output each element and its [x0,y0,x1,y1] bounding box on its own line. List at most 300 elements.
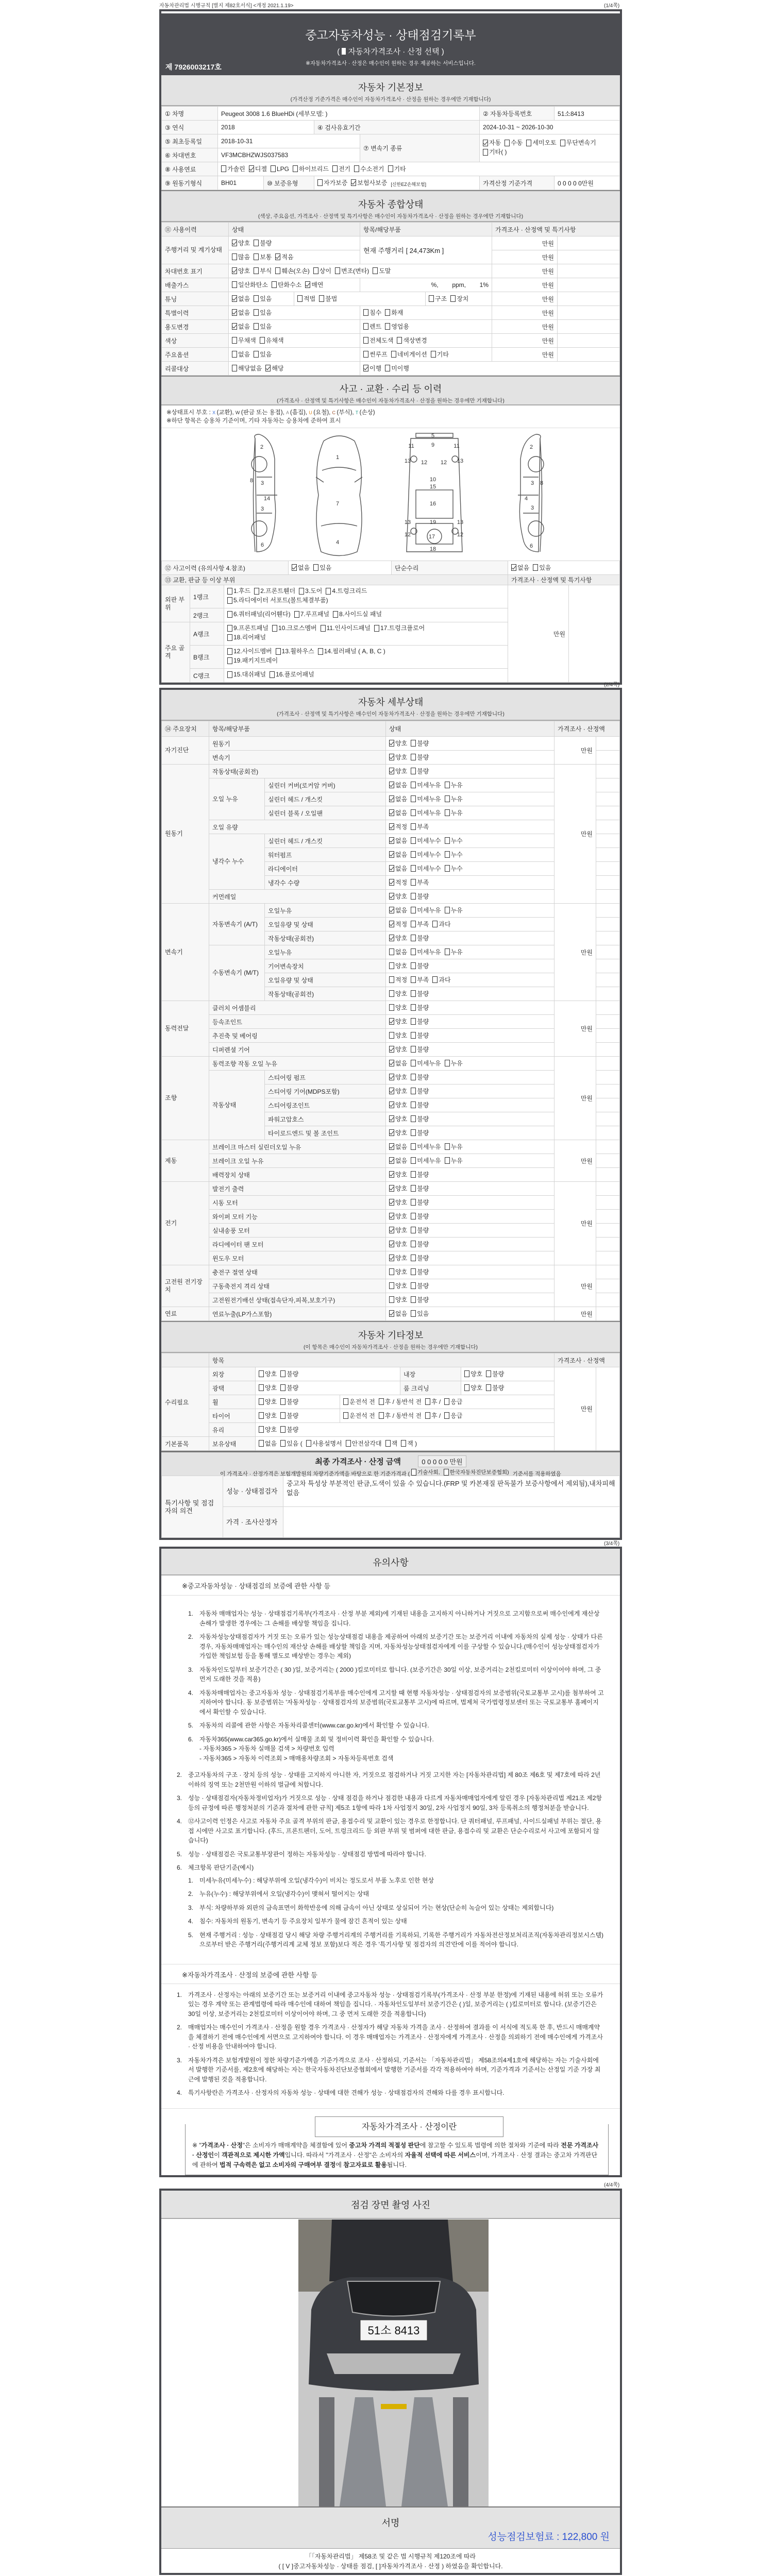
checkbox-option[interactable] [232,239,250,247]
checkbox-option[interactable] [445,794,463,803]
checkbox-icon[interactable] [254,267,259,274]
checkbox-icon[interactable] [385,309,390,316]
checkbox-icon[interactable] [445,837,450,844]
checkbox-option[interactable] [389,767,407,775]
checkbox-option[interactable] [389,947,407,956]
checkbox-option[interactable] [232,252,250,261]
checkbox-option[interactable] [389,1128,407,1137]
checkbox-icon[interactable] [354,165,359,172]
checkbox-option[interactable] [389,892,407,901]
checkbox-option[interactable] [411,1073,429,1081]
checkbox-option[interactable] [411,1156,441,1165]
checkbox-option[interactable] [411,1468,440,1476]
checkbox-icon[interactable] [379,1412,384,1419]
checkbox-option[interactable] [280,1383,298,1392]
checkbox-option[interactable] [343,1397,375,1406]
checkbox-icon[interactable] [232,267,237,274]
checkbox-icon[interactable] [385,365,390,371]
checkbox-icon[interactable] [411,907,416,913]
checkbox-icon[interactable] [389,1227,394,1233]
checkbox-option[interactable] [389,989,407,998]
checkbox-option[interactable] [445,906,463,914]
checkbox-option[interactable] [389,1184,407,1193]
checkbox-icon[interactable] [411,1032,416,1039]
checkbox-icon[interactable] [411,1268,416,1275]
checkbox-option[interactable] [389,1045,407,1054]
checkbox-option[interactable] [411,1142,441,1151]
checkbox-option[interactable] [432,975,450,984]
checkbox-option[interactable] [445,781,463,789]
checkbox-option[interactable] [318,648,385,655]
checkbox-icon[interactable] [389,1185,394,1192]
checkbox-icon[interactable] [389,1241,394,1247]
checkbox-option[interactable] [276,648,314,655]
checkbox-icon[interactable] [275,253,280,260]
checkbox-option[interactable] [389,836,407,845]
checkbox-option[interactable] [445,864,463,873]
checkbox-icon[interactable] [411,990,416,997]
checkbox-icon[interactable] [254,351,259,358]
checkbox-option[interactable] [526,139,556,147]
checkbox-option[interactable] [227,611,291,618]
checkbox-icon[interactable] [411,1255,416,1261]
checkbox-icon[interactable] [389,921,394,927]
checkbox-option[interactable] [425,1397,441,1406]
checkbox-icon[interactable] [411,1199,416,1206]
checkbox-option[interactable] [306,1439,342,1448]
checkbox-option[interactable] [411,1170,429,1179]
checkbox-icon[interactable] [389,795,394,802]
checkbox-icon[interactable] [259,1440,264,1447]
checkbox-option[interactable] [363,308,381,317]
checkbox-option[interactable] [254,239,272,247]
checkbox-option[interactable] [511,563,529,572]
checkbox-option[interactable] [363,336,393,345]
checkbox-icon[interactable] [260,337,265,344]
checkbox-option[interactable] [351,178,387,187]
checkbox-icon[interactable] [259,1370,264,1377]
checkbox-icon[interactable] [445,907,450,913]
checkbox-icon[interactable] [389,948,394,955]
checkbox-option[interactable] [411,1100,429,1109]
checkbox-option[interactable] [483,139,501,147]
checkbox-option[interactable] [445,1059,463,1067]
checkbox-icon[interactable] [363,365,368,371]
checkbox-option[interactable] [389,975,407,984]
checkbox-option[interactable] [389,920,407,928]
checkbox-icon[interactable] [346,1440,351,1447]
checkbox-option[interactable] [363,350,388,359]
checkbox-option[interactable] [411,767,429,775]
checkbox-option[interactable] [265,364,283,372]
checkbox-option[interactable] [389,1253,407,1262]
checkbox-option[interactable] [254,587,295,595]
checkbox-option[interactable] [373,266,391,275]
checkbox-option[interactable] [389,1267,407,1276]
checkbox-icon[interactable] [389,1088,394,1094]
checkbox-icon[interactable] [411,1074,416,1080]
checkbox-icon[interactable] [319,295,324,302]
checkbox-option[interactable] [411,1128,429,1137]
checkbox-icon[interactable] [297,295,303,302]
checkbox-option[interactable] [411,1198,429,1207]
checkbox-option[interactable] [425,1411,441,1420]
checkbox-option[interactable] [411,1309,429,1318]
checkbox-option[interactable] [221,164,245,173]
checkbox-icon[interactable] [444,1398,449,1405]
checkbox-icon[interactable] [265,365,271,371]
checkbox-icon[interactable] [275,267,280,274]
checkbox-icon[interactable] [411,851,416,858]
checkbox-option[interactable] [317,178,347,187]
checkbox-icon[interactable] [411,962,416,969]
checkbox-icon[interactable] [280,1370,285,1377]
checkbox-option[interactable] [431,350,449,359]
checkbox-option[interactable] [292,563,310,572]
checkbox-icon[interactable] [411,809,416,816]
checkbox-option[interactable] [486,1369,504,1378]
checkbox-option[interactable] [389,808,407,817]
checkbox-option[interactable] [391,350,427,359]
checkbox-option[interactable] [299,587,322,595]
checkbox-option[interactable] [445,947,463,956]
checkbox-option[interactable] [259,1425,277,1434]
checkbox-icon[interactable] [389,1046,394,1053]
checkbox-option[interactable] [389,1003,407,1012]
checkbox-option[interactable] [385,1439,398,1448]
checkbox-option[interactable] [232,280,268,289]
checkbox-icon[interactable] [232,323,237,330]
checkbox-option[interactable] [411,1240,429,1248]
checkbox-icon[interactable] [389,865,394,872]
checkbox-icon[interactable] [351,179,356,186]
checkbox-icon[interactable] [389,809,394,816]
checkbox-option[interactable] [389,906,407,914]
checkbox-icon[interactable] [445,782,450,788]
checkbox-option[interactable] [411,892,429,901]
checkbox-option[interactable] [411,1114,429,1123]
selection-box-icon[interactable] [342,48,346,55]
checkbox-icon[interactable] [280,1384,285,1391]
checkbox-option[interactable] [411,975,429,984]
checkbox-option[interactable] [411,1281,429,1290]
checkbox-option[interactable] [389,1142,407,1151]
checkbox-icon[interactable] [411,1046,416,1053]
checkbox-option[interactable] [389,1017,407,1026]
checkbox-icon[interactable] [411,823,416,830]
checkbox-icon[interactable] [391,351,396,358]
checkbox-icon[interactable] [389,990,394,997]
checkbox-icon[interactable] [411,1296,416,1303]
checkbox-icon[interactable] [389,962,394,969]
checkbox-option[interactable] [411,1087,429,1095]
checkbox-icon[interactable] [389,1157,394,1164]
checkbox-option[interactable] [232,336,256,345]
checkbox-option[interactable] [232,350,250,359]
checkbox-icon[interactable] [232,337,237,344]
checkbox-icon[interactable] [259,1398,264,1405]
checkbox-icon[interactable] [411,1241,416,1247]
checkbox-icon[interactable] [280,1440,285,1447]
checkbox-option[interactable] [259,1439,277,1448]
checkbox-option[interactable] [389,850,407,859]
checkbox-icon[interactable] [232,240,237,246]
checkbox-icon[interactable] [254,588,259,595]
checkbox-option[interactable] [313,266,331,275]
checkbox-option[interactable] [389,781,407,789]
checkbox-icon[interactable] [389,1143,394,1150]
checkbox-option[interactable] [411,1059,441,1067]
checkbox-icon[interactable] [401,1440,406,1447]
checkbox-option[interactable] [232,364,262,372]
checkbox-icon[interactable] [227,597,232,604]
checkbox-icon[interactable] [389,1074,394,1080]
checkbox-icon[interactable] [389,879,394,886]
checkbox-icon[interactable] [444,1469,449,1476]
checkbox-option[interactable] [343,1411,375,1420]
checkbox-option[interactable] [389,1212,407,1221]
checkbox-icon[interactable] [318,648,323,655]
checkbox-icon[interactable] [232,281,237,288]
checkbox-icon[interactable] [397,337,402,344]
checkbox-option[interactable] [321,624,371,632]
checkbox-option[interactable] [259,1397,277,1406]
checkbox-option[interactable] [411,822,429,831]
checkbox-icon[interactable] [333,611,338,618]
checkbox-option[interactable] [379,1397,422,1406]
checkbox-option[interactable] [313,563,331,572]
checkbox-option[interactable] [432,920,450,928]
checkbox-option[interactable] [389,1114,407,1123]
checkbox-option[interactable] [259,1383,277,1392]
checkbox-option[interactable] [374,624,425,632]
checkbox-icon[interactable] [254,323,259,330]
checkbox-option[interactable] [346,1439,382,1448]
checkbox-icon[interactable] [526,140,531,146]
checkbox-option[interactable] [411,1267,429,1276]
checkbox-icon[interactable] [254,240,259,246]
checkbox-icon[interactable] [432,921,438,927]
checkbox-option[interactable] [411,878,429,887]
checkbox-option[interactable] [411,934,429,942]
checkbox-option[interactable] [389,794,407,803]
checkbox-option[interactable] [389,1295,407,1304]
checkbox-option[interactable] [389,822,407,831]
checkbox-icon[interactable] [411,893,416,900]
checkbox-option[interactable] [389,961,407,970]
checkbox-icon[interactable] [389,754,394,760]
checkbox-option[interactable] [411,989,429,998]
checkbox-icon[interactable] [411,1115,416,1122]
checkbox-icon[interactable] [389,1032,394,1039]
checkbox-icon[interactable] [389,893,394,900]
checkbox-option[interactable] [445,1156,463,1165]
checkbox-icon[interactable] [389,907,394,913]
checkbox-option[interactable] [280,1425,298,1434]
checkbox-icon[interactable] [259,1426,264,1433]
checkbox-icon[interactable] [505,140,510,146]
checkbox-icon[interactable] [389,1310,394,1317]
checkbox-icon[interactable] [363,323,368,330]
checkbox-option[interactable] [411,947,441,956]
checkbox-icon[interactable] [445,851,450,858]
checkbox-icon[interactable] [464,1370,469,1377]
checkbox-option[interactable] [227,624,268,632]
checkbox-option[interactable] [445,850,463,859]
checkbox-icon[interactable] [389,1018,394,1025]
checkbox-icon[interactable] [411,1171,416,1178]
checkbox-option[interactable] [280,1369,298,1378]
checkbox-option[interactable] [389,934,407,942]
checkbox-option[interactable] [533,563,551,572]
checkbox-option[interactable] [389,753,407,761]
checkbox-option[interactable] [464,1383,482,1392]
checkbox-option[interactable] [444,1411,462,1420]
checkbox-icon[interactable] [411,1143,416,1150]
checkbox-option[interactable] [389,1170,407,1179]
checkbox-icon[interactable] [411,1060,416,1066]
checkbox-option[interactable] [411,753,429,761]
checkbox-option[interactable] [319,294,337,303]
checkbox-icon[interactable] [227,657,232,664]
checkbox-icon[interactable] [232,295,237,302]
checkbox-icon[interactable] [411,976,416,983]
checkbox-icon[interactable] [232,309,237,316]
checkbox-icon[interactable] [389,1213,394,1219]
checkbox-option[interactable] [445,836,463,845]
checkbox-option[interactable] [483,148,507,156]
checkbox-option[interactable] [389,1100,407,1109]
checkbox-icon[interactable] [389,1255,394,1261]
checkbox-icon[interactable] [379,1398,384,1405]
checkbox-icon[interactable] [389,935,394,941]
checkbox-icon[interactable] [445,1143,450,1150]
checkbox-icon[interactable] [254,309,259,316]
checkbox-icon[interactable] [363,337,368,344]
checkbox-icon[interactable] [326,588,331,595]
checkbox-option[interactable] [411,1045,429,1054]
checkbox-icon[interactable] [385,1440,391,1447]
checkbox-option[interactable] [333,611,382,618]
checkbox-icon[interactable] [411,879,416,886]
checkbox-option[interactable] [363,322,381,331]
checkbox-icon[interactable] [411,1088,416,1094]
checkbox-icon[interactable] [270,671,275,678]
checkbox-icon[interactable] [411,1310,416,1317]
checkbox-icon[interactable] [227,611,232,618]
checkbox-option[interactable] [297,294,315,303]
checkbox-option[interactable] [389,1073,407,1081]
checkbox-option[interactable] [429,294,447,303]
checkbox-icon[interactable] [227,588,232,595]
checkbox-option[interactable] [411,739,429,748]
checkbox-icon[interactable] [411,768,416,774]
checkbox-option[interactable] [389,1156,407,1165]
checkbox-option[interactable] [444,1397,462,1406]
checkbox-option[interactable] [411,920,429,928]
checkbox-option[interactable] [385,364,409,372]
checkbox-option[interactable] [444,1468,509,1476]
checkbox-icon[interactable] [411,1282,416,1289]
checkbox-icon[interactable] [411,865,416,872]
checkbox-icon[interactable] [560,140,565,146]
checkbox-icon[interactable] [389,837,394,844]
checkbox-icon[interactable] [343,1398,348,1405]
checkbox-icon[interactable] [411,740,416,747]
checkbox-option[interactable] [411,794,441,803]
checkbox-icon[interactable] [232,365,237,371]
checkbox-icon[interactable] [486,1384,491,1391]
checkbox-option[interactable] [411,1184,429,1193]
checkbox-icon[interactable] [444,1412,449,1419]
checkbox-icon[interactable] [363,351,368,358]
checkbox-icon[interactable] [299,588,304,595]
checkbox-option[interactable] [354,164,384,173]
checkbox-icon[interactable] [389,1268,394,1275]
checkbox-option[interactable] [271,165,289,173]
checkbox-icon[interactable] [511,564,516,571]
checkbox-option[interactable] [335,266,369,275]
checkbox-icon[interactable] [445,795,450,802]
checkbox-icon[interactable] [313,267,318,274]
checkbox-option[interactable] [389,1198,407,1207]
checkbox-option[interactable] [486,1383,504,1392]
checkbox-option[interactable] [294,611,329,618]
checkbox-option[interactable] [305,280,323,289]
checkbox-icon[interactable] [321,625,326,632]
checkbox-option[interactable] [227,648,272,655]
checkbox-option[interactable] [259,1411,277,1420]
checkbox-icon[interactable] [411,795,416,802]
checkbox-icon[interactable] [483,149,488,156]
checkbox-icon[interactable] [373,267,378,274]
checkbox-icon[interactable] [445,1060,450,1066]
checkbox-icon[interactable] [254,253,259,260]
checkbox-icon[interactable] [280,1426,285,1433]
checkbox-icon[interactable] [335,267,340,274]
checkbox-option[interactable] [272,280,301,289]
checkbox-icon[interactable] [445,809,450,816]
checkbox-option[interactable] [249,164,267,173]
checkbox-option[interactable] [411,1295,429,1304]
checkbox-option[interactable] [260,336,284,345]
checkbox-option[interactable] [227,671,266,679]
checkbox-option[interactable] [411,864,441,873]
checkbox-option[interactable] [293,164,329,173]
checkbox-option[interactable] [270,671,314,679]
checkbox-option[interactable] [232,322,250,331]
checkbox-option[interactable] [227,634,266,641]
checkbox-icon[interactable] [411,1227,416,1233]
checkbox-icon[interactable] [389,823,394,830]
checkbox-option[interactable] [389,1281,407,1290]
checkbox-option[interactable] [232,294,250,303]
checkbox-option[interactable] [389,1031,407,1040]
checkbox-option[interactable] [464,1369,482,1378]
checkbox-option[interactable] [254,350,272,359]
checkbox-option[interactable] [411,1253,429,1262]
checkbox-icon[interactable] [411,921,416,927]
checkbox-option[interactable] [272,624,317,632]
checkbox-option[interactable] [445,808,463,817]
checkbox-icon[interactable] [425,1398,430,1405]
checkbox-option[interactable] [254,308,272,317]
checkbox-icon[interactable] [271,165,276,172]
checkbox-icon[interactable] [411,935,416,941]
checkbox-icon[interactable] [411,1469,416,1476]
checkbox-option[interactable] [505,139,523,147]
checkbox-icon[interactable] [411,1185,416,1192]
